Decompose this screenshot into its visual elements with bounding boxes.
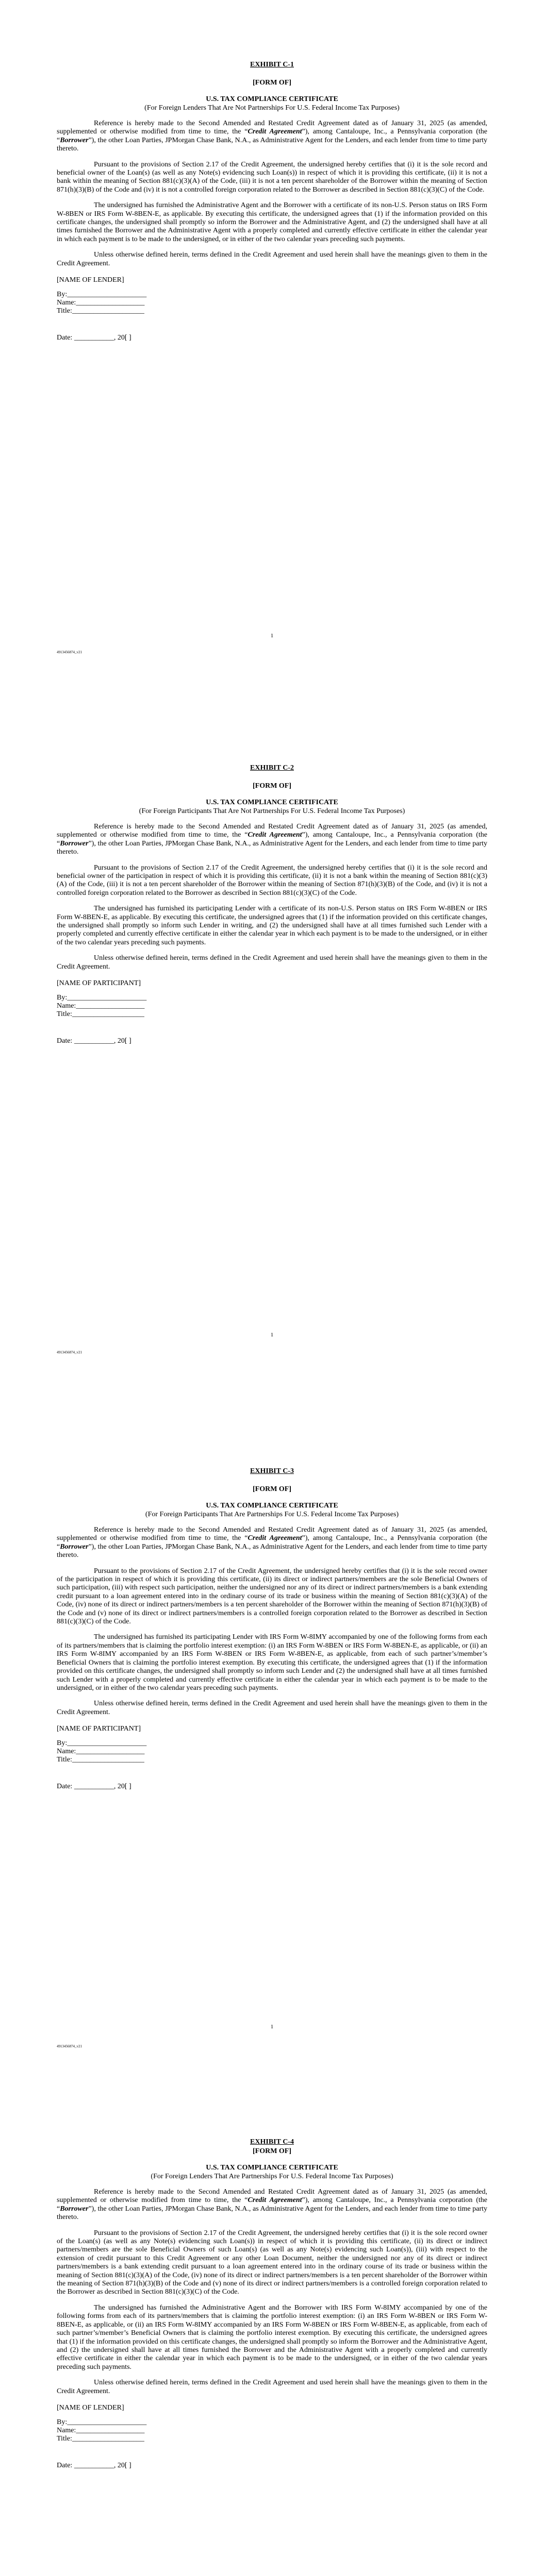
- page-content: [57, 764, 487, 1045]
- certificate-subtitle: (For Foreign Lenders That Are Partnerships For U.S. Federal Income Tax Purposes): [151, 2173, 393, 2180]
- form-of-label: [FORM OF]: [252, 79, 292, 87]
- page-content: [57, 2138, 487, 2470]
- signature-block: By:______________________ Name:___________________ Title:____________________: [57, 2418, 147, 2443]
- signature-block: By:______________________ Name:___________________ Title:____________________: [57, 994, 147, 1019]
- defined-term-credit-agreement: Credit Agreement: [248, 2196, 302, 2205]
- party-name-placeholder: [NAME OF PARTICIPANT]: [57, 979, 141, 988]
- exhibit-heading: EXHIBIT C-2: [250, 764, 294, 772]
- furnished-forms-paragraph: The undersigned has furnished its participating Lender with IRS Form W-8IMY accompanied by one of the following forms from each of its partners/members that is claiming the portfolio interest exemption: (i) an IRS Form W-8BEN or IRS Form W-8BEN-E, as applicable, or (ii) an IRS Form W-8IMY accompanied by an IRS Form W-8BEN or IRS Form W-8BEN-E, as applicable, from each of such partner’s/member’s Beneficial Owners that is claiming the portfolio interest exemption. By executing this certificate, the undersigned agrees that (1) if the information provided on this certificate changes, the undersigned shall promptly so inform such Lender and (2) the undersigned shall have at all times furnished such Lender with a properly completed and currently effective certificate in either the calendar year in which each payment is to be made to the undersigned, or in either of the two calendar years preceding such payments.: [57, 1633, 487, 1692]
- party-name-placeholder: [NAME OF PARTICIPANT]: [57, 1725, 141, 1733]
- defined-term-borrower: Borrower: [60, 2205, 89, 2213]
- definitions-paragraph: Unless otherwise defined herein, terms defined in the Credit Agreement and used herein shall have the meanings given to them in the Credit Agreement.: [57, 251, 487, 267]
- by-label: By:: [57, 994, 68, 1002]
- by-label: By:: [57, 2418, 68, 2426]
- page-exhibit-c3: [0, 1406, 544, 2110]
- page-number: 1: [270, 2024, 274, 2030]
- certification-paragraph: Pursuant to the provisions of Section 2.17 of the Credit Agreement, the undersigned hereby certifies that (i) it is the sole record and beneficial owner of the participation in respect of which it is providing this certificate, (ii) it is not a bank within the meaning of Section 881(c)(3)(A) of the Code, (iii) it is not a ten percent shareholder of the Borrower within the meaning of Section 871(h)(3)(B) of the Code, and (iv) it is not a controlled foreign corporation related to the Borrower as described in Section 881(c)(3)(C) of the Code.: [57, 863, 487, 897]
- reference-paragraph: Reference is hereby made to the Second Amended and Restated Credit Agreement dated as of January 31, 2025 (as amended, supplemented or otherwise modified from time to time, the “Credit Agreement”), among Cantaloupe, Inc., a Pennsylvania corporation (the “Borrower”), the other Loan Parties, JPMorgan Chase Bank, N.A., as Administrative Agent for the Lenders, and each lender from time to time party thereto.: [57, 1526, 487, 1560]
- certificate-subtitle: (For Foreign Lenders That Are Not Partnerships For U.S. Federal Income Tax Purposes): [144, 104, 400, 112]
- page-content: [57, 1467, 487, 1791]
- furnished-forms-paragraph: The undersigned has furnished the Administrative Agent and the Borrower with IRS Form W-8IMY accompanied by one of the following forms from each of its partners/members that is claiming the portfolio interest exemption: (i) an IRS Form W-8BEN or IRS Form W-8BEN-E, as applicable, or (ii) an IRS Form W-8IMY accompanied by an IRS Form W-8BEN or IRS Form W-8BEN-E, as applicable, from each of such partner’s/member’s Beneficial Owners that is claiming the portfolio interest exemption. By executing this certificate, the undersigned agrees that (1) if the information provided on this certificate changes, the undersigned shall promptly so inform the Borrower and the Administrative Agent, and (2) the undersigned shall have at all times furnished the Borrower and the Administrative Agent with a properly completed and currently effective certificate in either the calendar year in which each payment is to be made to the undersigned, or in either of the two calendar years preceding such payments.: [57, 2303, 487, 2371]
- certificate-subtitle: (For Foreign Participants That Are Not Partnerships For U.S. Federal Income Tax Purposes): [139, 807, 405, 815]
- party-name-placeholder: [NAME OF LENDER]: [57, 2403, 124, 2412]
- page-number: 1: [270, 633, 274, 639]
- form-of-label: [FORM OF]: [252, 782, 292, 790]
- certificate-subtitle: (For Foreign Participants That Are Partnerships For U.S. Federal Income Tax Purposes): [145, 1511, 399, 1518]
- name-label: Name:: [57, 2426, 76, 2434]
- certificate-title: U.S. TAX COMPLIANCE CERTIFICATE: [206, 1502, 338, 1510]
- page-exhibit-c4: [0, 2110, 544, 2576]
- date-line: Date: ___________, 20[ ]: [57, 2461, 131, 2469]
- title-label: Title:: [57, 1756, 72, 1764]
- definitions-paragraph: Unless otherwise defined herein, terms defined in the Credit Agreement and used herein shall have the meanings given to them in the Credit Agreement.: [57, 2379, 487, 2395]
- reference-paragraph: Reference is hereby made to the Second Amended and Restated Credit Agreement dated as of January 31, 2025 (as amended, supplemented or otherwise modified from time to time, the “Credit Agreement”), among Cantaloupe, Inc., a Pennsylvania corporation (the “Borrower”), the other Loan Parties, JPMorgan Chase Bank, N.A., as Administrative Agent for the Lenders, and each lender from time to time party thereto.: [57, 120, 487, 153]
- exhibit-heading: EXHIBIT C-1: [250, 61, 294, 69]
- name-label: Name:: [57, 299, 76, 307]
- date-line: Date: ___________, 20[ ]: [57, 334, 131, 342]
- signature-block: By:______________________ Name:___________________ Title:____________________: [57, 1739, 147, 1764]
- form-of-label: [FORM OF]: [252, 2147, 292, 2155]
- title-label: Title:: [57, 2434, 72, 2443]
- certificate-title: U.S. TAX COMPLIANCE CERTIFICATE: [206, 2164, 338, 2172]
- page-number: 1: [270, 1332, 274, 1338]
- page-content: [57, 61, 487, 342]
- exhibit-heading: EXHIBIT C-4: [250, 2138, 294, 2146]
- defined-term-borrower: Borrower: [60, 1543, 89, 1551]
- defined-term-borrower: Borrower: [60, 839, 89, 848]
- defined-term-credit-agreement: Credit Agreement: [248, 831, 302, 839]
- form-of-label: [FORM OF]: [252, 1485, 292, 1493]
- document-id: 4913456874_v21: [57, 650, 82, 654]
- exhibit-heading: EXHIBIT C-3: [250, 1467, 294, 1475]
- defined-term-credit-agreement: Credit Agreement: [248, 128, 302, 136]
- furnished-forms-paragraph: The undersigned has furnished its participating Lender with a certificate of its non-U.S. Person status on IRS Form W-8BEN or IRS Form W-8BEN-E, as applicable. By executing this certificate, the undersigned agrees that (1) if the information provided on this certificate changes, the undersigned shall promptly so inform such Lender in writing, and (2) the undersigned shall have at all times furnished such Lender with a properly completed and currently effective certificate in either the calendar year in which each payment is to be made to the undersigned, or in either of the two calendar years preceding such payments.: [57, 905, 487, 946]
- definitions-paragraph: Unless otherwise defined herein, terms defined in the Credit Agreement and used herein shall have the meanings given to them in the Credit Agreement.: [57, 1700, 487, 1716]
- date-line: Date: ___________, 20[ ]: [57, 1783, 131, 1791]
- furnished-forms-paragraph: The undersigned has furnished the Administrative Agent and the Borrower with a certificate of its non-U.S. Person status on IRS Form W-8BEN or IRS Form W-8BEN-E, as applicable. By executing this certificate, the undersigned agrees that (1) if the information provided on this certificate changes, the undersigned shall promptly so inform the Borrower and the Administrative Agent, and (2) the undersigned shall have at all times furnished the Borrower and the Administrative Agent with a properly completed and currently effective certificate in either the calendar year in which each payment is to be made to the undersigned, or in either of the two calendar years preceding such payments.: [57, 201, 487, 243]
- date-line: Date: ___________, 20[ ]: [57, 1037, 131, 1045]
- document-id: 4913456874_v21: [57, 2044, 82, 2048]
- reference-paragraph: Reference is hereby made to the Second Amended and Restated Credit Agreement dated as of January 31, 2025 (as amended, supplemented or otherwise modified from time to time, the “Credit Agreement”), among Cantaloupe, Inc., a Pennsylvania corporation (the “Borrower”), the other Loan Parties, JPMorgan Chase Bank, N.A., as Administrative Agent for the Lenders, and each lender from time to time party thereto.: [57, 823, 487, 856]
- name-label: Name:: [57, 1002, 76, 1010]
- by-label: By:: [57, 1739, 68, 1748]
- title-label: Title:: [57, 1010, 72, 1019]
- defined-term-credit-agreement: Credit Agreement: [248, 1534, 302, 1543]
- title-label: Title:: [57, 307, 72, 315]
- certification-paragraph: Pursuant to the provisions of Section 2.17 of the Credit Agreement, the undersigned hereby certifies that (i) it is the sole record and beneficial owner of the Loan(s) (as well as any Note(s) evidencing such Loan(s)) in respect of which it is providing this certificate, (ii) it is not a bank within the meaning of Section 881(c)(3)(A) of the Code, (iii) it is not a ten percent shareholder of the Borrower within the meaning of Section 871(h)(3)(B) of the Code and (iv) it is not a controlled foreign corporation related to the Borrower as described in Section 881(c)(3)(C) of the Code.: [57, 160, 487, 194]
- party-name-placeholder: [NAME OF LENDER]: [57, 276, 124, 284]
- definitions-paragraph: Unless otherwise defined herein, terms defined in the Credit Agreement and used herein shall have the meanings given to them in the Credit Agreement.: [57, 954, 487, 971]
- certification-paragraph: Pursuant to the provisions of Section 2.17 of the Credit Agreement, the undersigned hereby certifies that (i) it is the sole record owner of the Loan(s) (as well as any Note(s) evidencing such Loan(s)) in respect of which it is providing this certificate, (ii) its direct or indirect partners/members are the sole Beneficial Owners of such Loan(s) (as well as any Note(s) evidencing such Loan(s)), (iii) with respect to the extension of credit pursuant to this Credit Agreement or any other Loan Document, neither the undersigned nor any of its direct or indirect partners/members is a bank extending credit pursuant to a loan agreement entered into in the ordinary course of its trade or business within the meaning of Section 881(c)(3)(A) of the Code, (iv) none of its direct or indirect partners/members is a ten percent shareholder of the Borrower within the meaning of Section 871(h)(3)(B) of the Code and (v) none of its direct or indirect partners/members is a controlled foreign corporation related to the Borrower as described in Section 881(c)(3)(C) of the Code.: [57, 2229, 487, 2296]
- reference-paragraph: Reference is hereby made to the Second Amended and Restated Credit Agreement dated as of January 31, 2025 (as amended, supplemented or otherwise modified from time to time, the “Credit Agreement”), among Cantaloupe, Inc., a Pennsylvania corporation (the “Borrower”), the other Loan Parties, JPMorgan Chase Bank, N.A., as Administrative Agent for the Lenders, and each lender from time to time party thereto.: [57, 2188, 487, 2222]
- by-label: By:: [57, 291, 68, 299]
- signature-block: By:______________________ Name:___________________ Title:____________________: [57, 291, 147, 315]
- document-id: 4913456874_v21: [57, 1350, 82, 1354]
- defined-term-borrower: Borrower: [60, 136, 89, 144]
- certificate-title: U.S. TAX COMPLIANCE CERTIFICATE: [206, 95, 338, 103]
- certificate-title: U.S. TAX COMPLIANCE CERTIFICATE: [206, 799, 338, 806]
- page-exhibit-c1: [0, 0, 544, 703]
- certification-paragraph: Pursuant to the provisions of Section 2.17 of the Credit Agreement, the undersigned hereby certifies that (i) it is the sole record owner of the participation in respect of which it is providing this certificate, (ii) its direct or indirect partners/members are the sole Beneficial Owners of such participation, (iii) with respect such participation, neither the undersigned nor any of its direct or indirect partners/members is a bank extending credit pursuant to a loan agreement entered into in the ordinary course of its trade or business within the meaning of Section 881(c)(3)(A) of the Code, (iv) none of its direct or indirect partners/members is a ten percent shareholder of the Borrower within the meaning of Section 871(h)(3)(B) of the Code and (v) none of its direct or indirect partners/members is a controlled foreign corporation related to the Borrower as described in Section 881(c)(3)(C) of the Code.: [57, 1567, 487, 1626]
- page-exhibit-c2: [0, 703, 544, 1406]
- name-label: Name:: [57, 1748, 76, 1756]
